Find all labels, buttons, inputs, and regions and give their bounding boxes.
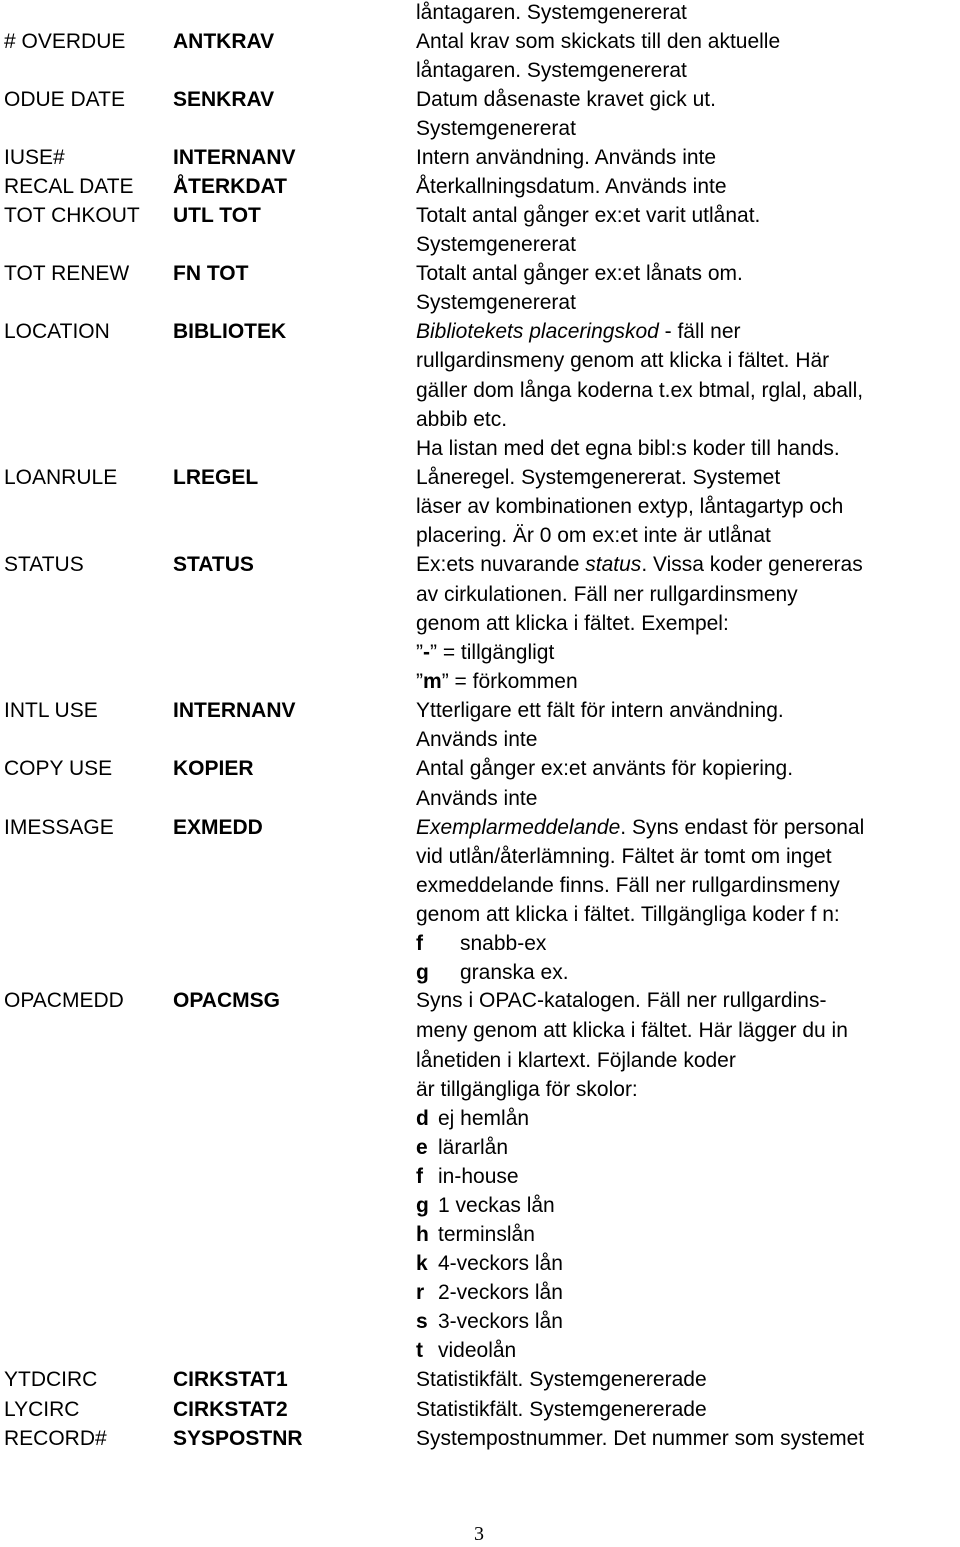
desc-line: är tillgängliga för skolor: (416, 1078, 638, 1101)
desc-line: abbib etc. (416, 408, 508, 431)
desc-line: Ha listan med det egna bibl:s koder till hands. (416, 437, 840, 460)
desc-line: Totalt antal gånger ex:et lånats om. (416, 262, 743, 285)
field-eng-recal-date: RECAL DATE (4, 175, 134, 198)
field-eng-tot-renew: TOT RENEW (4, 262, 130, 285)
field-swe-senkrav: SENKRAV (173, 88, 275, 111)
loan-code-line (416, 1223, 535, 1247)
desc-line: genom att klicka i fältet. Tillgängliga koder f n: (416, 903, 840, 926)
loan-code-line (416, 1310, 563, 1334)
desc-line: exmeddelande finns. Fäll ner rullgardinsmeny (416, 874, 840, 897)
loan-code: r (416, 1281, 425, 1304)
field-eng-ytdcirc: YTDCIRC (4, 1368, 98, 1391)
desc-line: meny genom att klicka i fältet. Här lägger du in (416, 1019, 848, 1042)
loan-code-text: 2-veckors lån (438, 1281, 563, 1304)
loan-code-text: terminslån (438, 1223, 535, 1246)
quote-mark: ” (416, 670, 423, 693)
quote-mark: ” (416, 641, 423, 664)
loan-code: h (416, 1223, 429, 1246)
field-swe-exmedd: EXMEDD (173, 816, 263, 839)
loan-code-line (416, 1339, 516, 1363)
field-swe-internanv: INTERNANV (173, 146, 296, 169)
field-swe-cirkstat1: CIRKSTAT1 (173, 1368, 288, 1391)
field-eng-location: LOCATION (4, 320, 110, 343)
loan-code-text: ej hemlån (438, 1107, 530, 1130)
placement-code-term: Bibliotekets placeringskod (416, 320, 659, 343)
loan-code-line (416, 1107, 529, 1131)
field-swe-fn-tot: FN TOT (173, 262, 249, 285)
loan-code-line (416, 1194, 555, 1218)
loan-code-line (416, 1136, 508, 1160)
field-eng-imessage: IMESSAGE (4, 816, 114, 839)
desc-line: låntagaren. Systemgenererat (416, 59, 687, 82)
desc-text: ” = förkommen (441, 670, 578, 693)
desc-line: Syns i OPAC-katalogen. Fäll ner rullgardins- (416, 989, 827, 1012)
field-swe-bibliotek: BIBLIOTEK (173, 320, 287, 343)
desc-text: ” = tillgängligt (430, 641, 555, 664)
field-eng-lycirc: LYCIRC (4, 1398, 80, 1421)
desc-text: snabb-ex (460, 932, 547, 955)
desc-line: Systemgenererat (416, 117, 576, 140)
desc-line: Statistikfält. Systemgenererade (416, 1368, 707, 1391)
loan-code-line (416, 1252, 563, 1276)
desc-line: Systempostnummer. Det nummer som systemet (416, 1427, 865, 1450)
desc-line: placering. Är 0 om ex:et inte är utlånat (416, 524, 771, 547)
loan-code: g (416, 1194, 429, 1217)
desc-line (416, 320, 741, 344)
loan-code: s (416, 1310, 428, 1333)
desc-line: rullgardinsmeny genom att klicka i fältet. Här (416, 349, 830, 372)
desc-line (416, 641, 554, 665)
message-code: f (416, 932, 423, 955)
field-eng-copy-use: COPY USE (4, 757, 113, 780)
loan-code-text: 1 veckas lån (438, 1194, 555, 1217)
field-eng-iuse: IUSE# (4, 146, 65, 169)
desc-line: låntagaren. Systemgenererat (416, 1, 687, 24)
loan-code: k (416, 1252, 428, 1275)
desc-line: Låneregel. Systemgenererat. Systemet (416, 466, 781, 489)
desc-line (416, 816, 864, 840)
desc-line (416, 961, 569, 985)
desc-text: granska ex. (460, 961, 569, 984)
desc-line: Används inte (416, 787, 538, 810)
desc-line (416, 553, 863, 577)
field-eng-opacmedd: OPACMEDD (4, 989, 124, 1012)
field-swe-lregel: LREGEL (173, 466, 259, 489)
loan-code-text: videolån (438, 1339, 517, 1362)
desc-line: gäller dom långa koderna t.ex btmal, rglal, aball, (416, 379, 864, 402)
desc-line: Antal gånger ex:et använts för kopiering. (416, 757, 794, 780)
field-swe-aterkdat: ÅTERKDAT (173, 175, 287, 198)
desc-line (416, 670, 578, 694)
desc-line: Antal krav som skickats till den aktuelle (416, 30, 781, 53)
loan-code: t (416, 1339, 423, 1362)
field-eng-intl-use: INTL USE (4, 699, 98, 722)
desc-line: Ytterligare ett fält för intern användning. (416, 699, 784, 722)
page-number: 3 (474, 1523, 484, 1545)
desc-line: vid utlån/återlämning. Fältet är tomt om inget (416, 845, 832, 868)
field-swe-antkrav: ANTKRAV (173, 30, 275, 53)
desc-line: Totalt antal gånger ex:et varit utlånat. (416, 204, 761, 227)
field-eng-overdue: # OVERDUE (4, 30, 126, 53)
loan-code-line (416, 1281, 563, 1305)
status-code: - (423, 641, 430, 664)
copy-message-term: Exemplarmeddelande (416, 816, 621, 839)
field-swe-opacmsg: OPACMSG (173, 989, 280, 1012)
desc-line: Statistikfält. Systemgenererade (416, 1398, 707, 1421)
desc-line: genom att klicka i fältet. Exempel: (416, 612, 729, 635)
field-swe-status: STATUS (173, 553, 254, 576)
desc-line: läser av kombinationen extyp, låntagartyp och (416, 495, 844, 518)
loan-code-text: 3-veckors lån (438, 1310, 563, 1333)
desc-line: Systemgenererat (416, 291, 576, 314)
field-eng-record: RECORD# (4, 1427, 107, 1450)
loan-code-line (416, 1165, 519, 1189)
desc-text: - fäll ner (658, 320, 741, 343)
field-swe-internanv-2: INTERNANV (173, 699, 296, 722)
field-swe-kopier: KOPIER (173, 757, 254, 780)
desc-text: . Vissa koder genereras (641, 553, 863, 576)
desc-line: Används inte (416, 728, 538, 751)
field-swe-utl-tot: UTL TOT (173, 204, 261, 227)
status-term: status (585, 553, 642, 576)
desc-text: . Syns endast för personal (620, 816, 865, 839)
field-eng-tot-chkout: TOT CHKOUT (4, 204, 140, 227)
message-code: g (416, 961, 429, 984)
status-code: m (423, 670, 442, 693)
desc-line (416, 932, 546, 956)
desc-line: lånetiden i klartext. Föjlande koder (416, 1049, 736, 1072)
loan-code-text: 4-veckors lån (438, 1252, 563, 1275)
desc-line: av cirkulationen. Fäll ner rullgardinsmeny (416, 583, 798, 606)
loan-code: f (416, 1165, 423, 1188)
desc-line: Datum dåsenaste kravet gick ut. (416, 88, 716, 111)
loan-code: e (416, 1136, 428, 1159)
loan-code-text: in-house (438, 1165, 519, 1188)
desc-line: Återkallningsdatum. Används inte (416, 175, 727, 198)
loan-code-text: lärarlån (438, 1136, 509, 1159)
field-swe-syspostnr: SYSPOSTNR (173, 1427, 303, 1450)
desc-text: Ex:ets nuvarande (416, 553, 586, 576)
field-eng-odue-date: ODUE DATE (4, 88, 125, 111)
field-eng-loanrule: LOANRULE (4, 466, 118, 489)
loan-code: d (416, 1107, 429, 1130)
desc-line: Systemgenererat (416, 233, 576, 256)
field-eng-status: STATUS (4, 553, 84, 576)
field-swe-cirkstat2: CIRKSTAT2 (173, 1398, 288, 1421)
desc-line: Intern användning. Används inte (416, 146, 717, 169)
